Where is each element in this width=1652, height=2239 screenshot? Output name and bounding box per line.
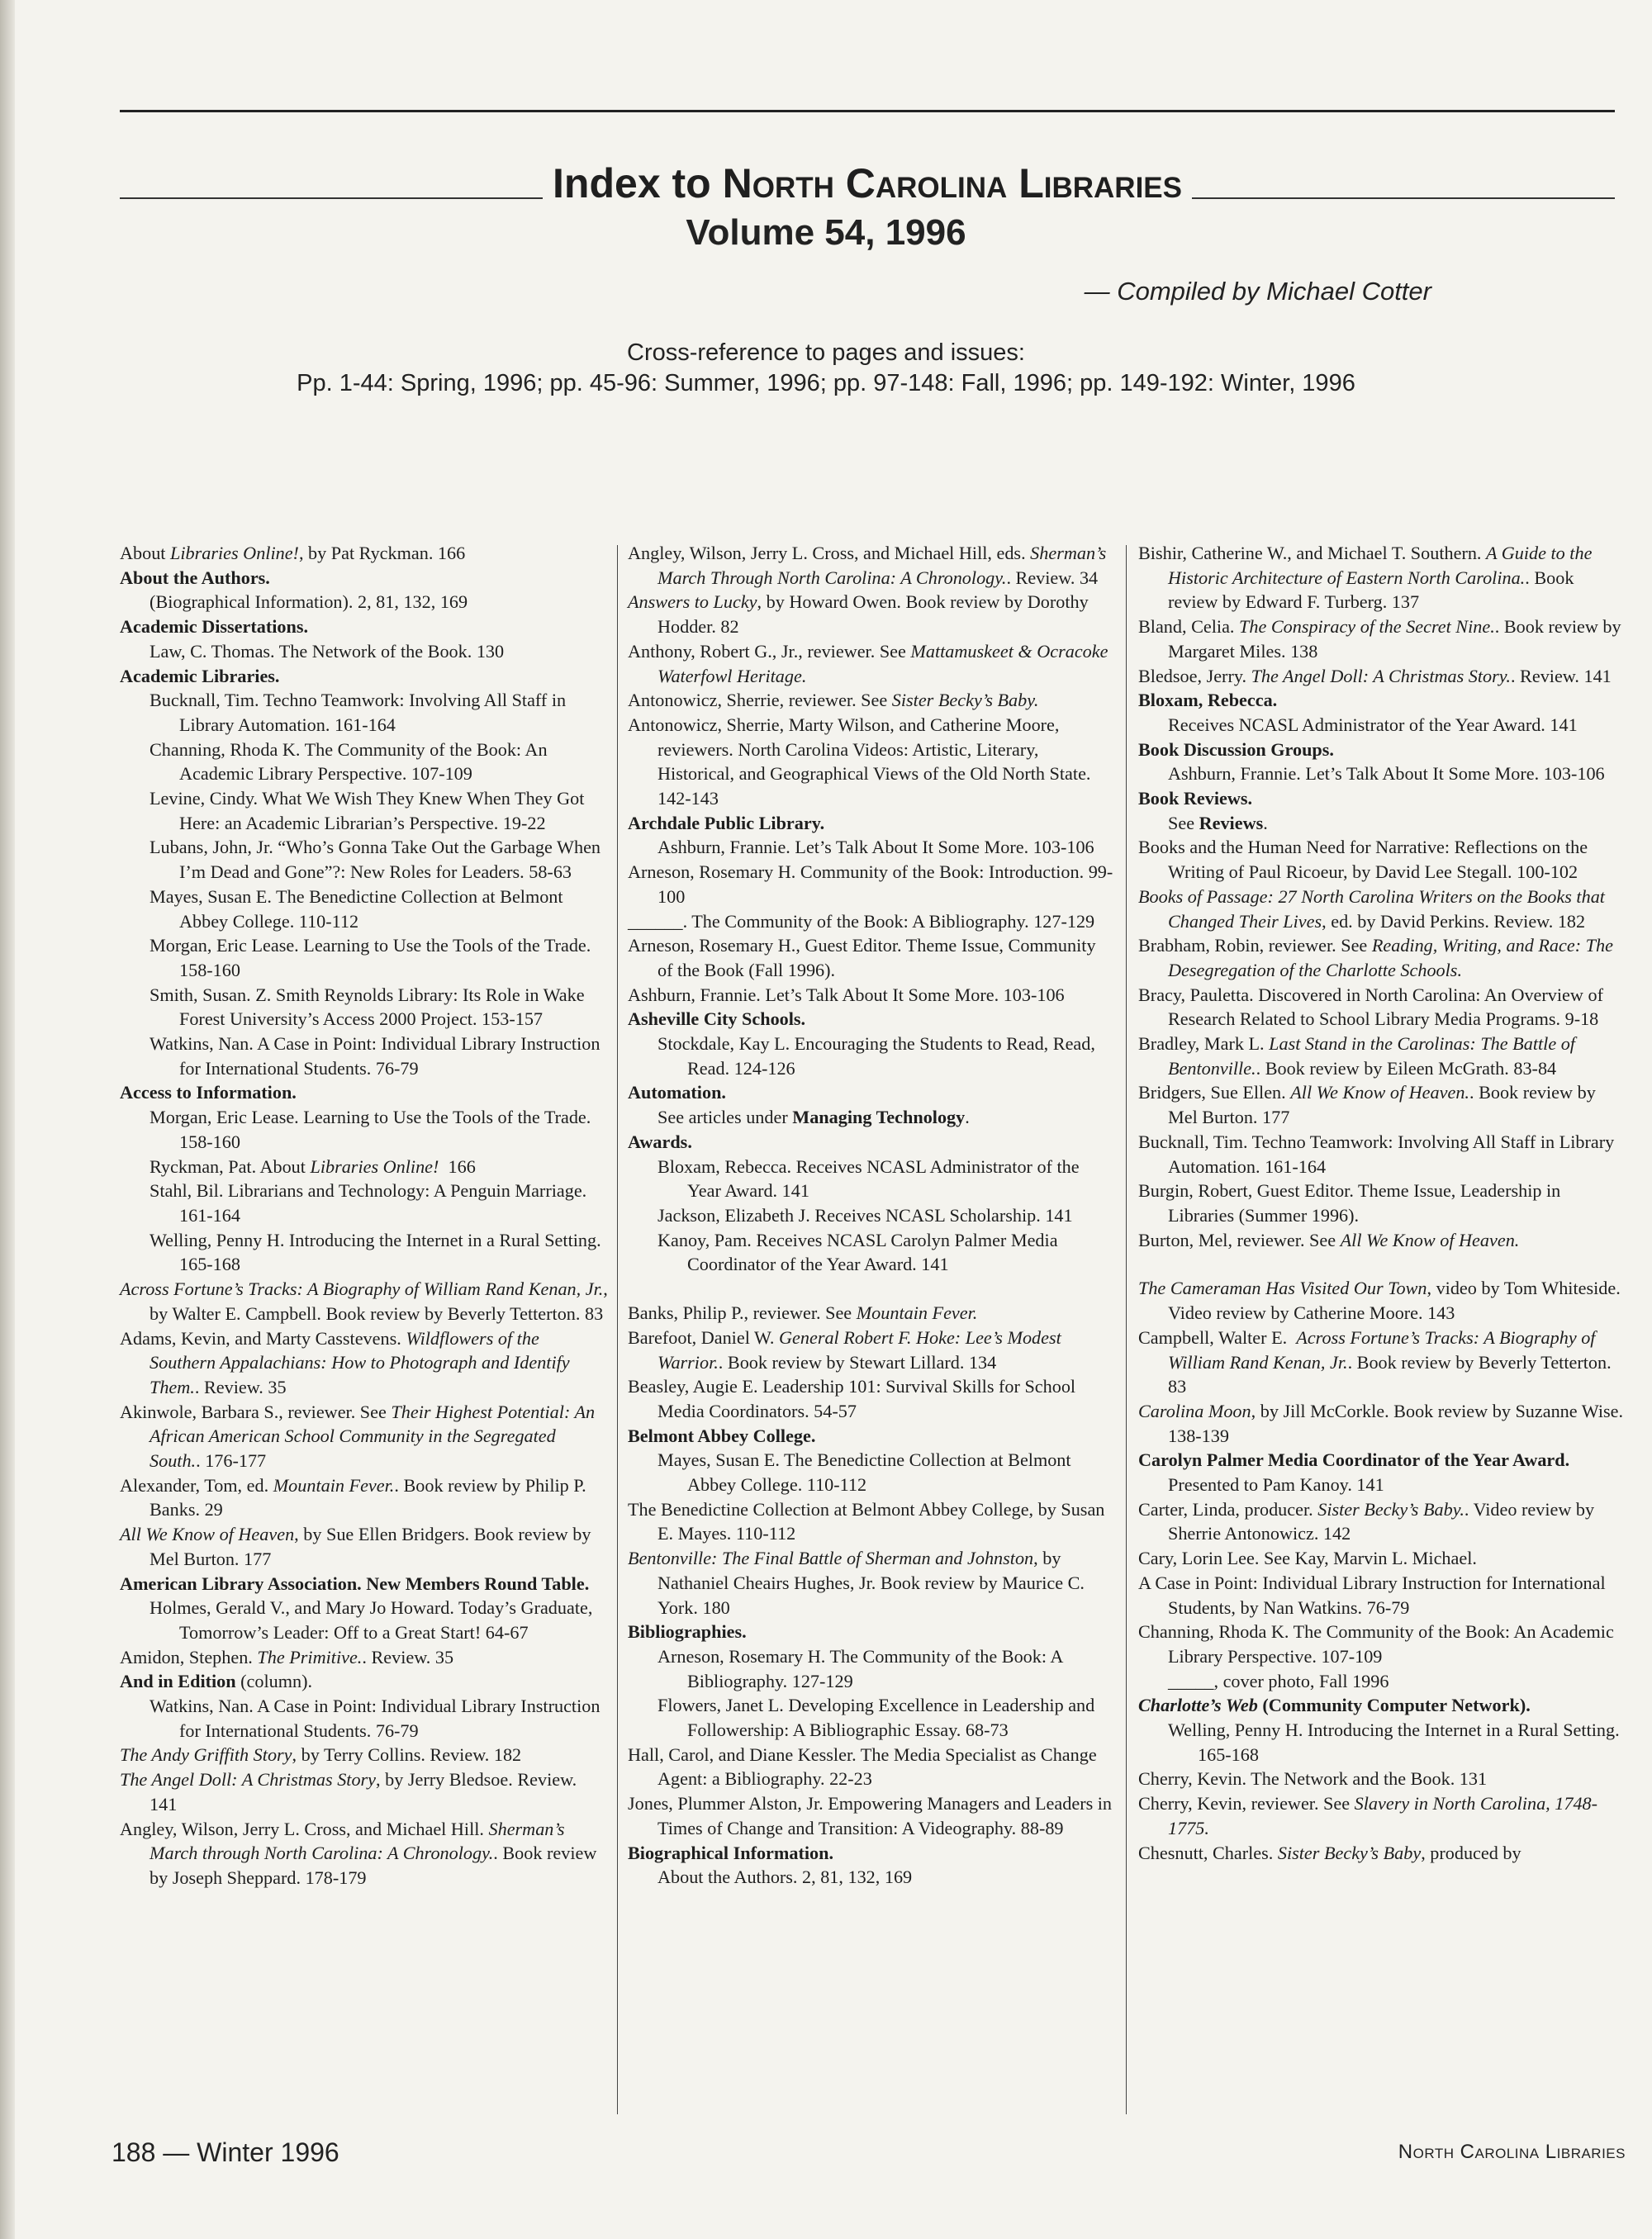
index-entry (628, 1007, 1115, 1032)
entry-text: Brabham, Robin, reviewer. See (1138, 935, 1372, 956)
index-entry (628, 713, 1115, 811)
entry-text: Sherman’s March through North Carolina: A Chronology. (150, 1818, 570, 1864)
entry-text: Sister Becky’s Baby. (891, 690, 1039, 711)
index-entry (120, 1400, 609, 1473)
entry-text: Slavery in North Carolina, 1748-1775. (1168, 1793, 1598, 1838)
index-entry (1138, 1276, 1626, 1325)
index-entry (628, 541, 1115, 590)
entry-text: Barefoot, Daniel W. (628, 1326, 780, 1348)
entry-text: Bracy, Pauletta. Discovered in North Carolina: An Overview of Research Related to School Library Media Programs. 9-18 (1138, 984, 1608, 1030)
index-entry (1138, 885, 1626, 933)
entry-text: Academic Libraries. (120, 665, 280, 686)
entry-text: All We Know of Heaven (120, 1524, 295, 1545)
entry-text: Sister Becky’s Baby. (1317, 1498, 1464, 1520)
index-entry (628, 1424, 1115, 1449)
entry-text: Sherman’s March Through North Carolina: A Chronology. (657, 543, 1111, 588)
index-entry (628, 1301, 1115, 1326)
entry-spacer (628, 1277, 1115, 1301)
entry-text: . (965, 1107, 970, 1128)
index-entry (1138, 1571, 1626, 1620)
entry-text: Bledsoe, Jerry. (1138, 665, 1251, 686)
entry-text: Burgin, Robert, Guest Editor. Theme Issue, Leadership in Libraries (Summer 1996). (1138, 1180, 1565, 1226)
entry-text: Watkins, Nan. A Case in Point: Individual Library Instruction for International Students. 76-79 (150, 1033, 605, 1079)
index-subentry (1138, 761, 1626, 786)
index-entry (1138, 1032, 1626, 1080)
index-subentry (120, 1032, 609, 1080)
entry-text: . Book review by Philip P. Banks. 29 (150, 1474, 591, 1520)
entry-text: 166 (439, 1155, 476, 1177)
entry-text: Mattamuskeet & Ocracoke Waterfowl Heritage. (657, 640, 1113, 686)
entry-text: Ashburn, Frannie. Let’s Talk About It Some More. 103-106 (1168, 763, 1605, 785)
index-entry (120, 566, 609, 591)
entry-text: . (1263, 812, 1268, 833)
entry-text: Awards. (628, 1131, 692, 1152)
index-subentry (120, 688, 609, 737)
entry-text: Last Stand in the Carolinas: The Battle of Bentonville. (1168, 1033, 1580, 1079)
index-entry (120, 1767, 609, 1816)
entry-text: Stahl, Bil. Librarians and Technology: A Penguin Marriage. 161-164 (150, 1180, 591, 1226)
index-entry (1138, 933, 1626, 982)
index-entry (628, 1743, 1115, 1791)
entry-text: . Review. 141 (1510, 665, 1612, 686)
entry-text: Managing Technology (792, 1107, 966, 1128)
entry-text: About (120, 543, 171, 563)
entry-text: Alexander, Tom, ed. (120, 1474, 273, 1496)
index-entry (1138, 1791, 1626, 1840)
entry-text: . Book review by Margaret Miles. 138 (1168, 616, 1626, 662)
index-entry (120, 541, 609, 566)
entry-text: (column). (235, 1671, 313, 1692)
index-subentry (120, 738, 609, 786)
entry-text: Bucknall, Tim. Techno Teamwork: Involving All Staff in Library Automation. 161-164 (150, 690, 571, 735)
index-subentry (120, 1179, 609, 1227)
index-subentry (628, 1203, 1115, 1228)
entry-text: Asheville City Schools. (628, 1008, 806, 1030)
entry-text: Channing, Rhoda K. The Community of the Book: An Academic Library Perspective. 107-109 (150, 738, 551, 785)
entry-text: Bishir, Catherine W., and Michael T. Southern. (1138, 543, 1487, 563)
entry-text: Chesnutt, Charles. (1138, 1842, 1278, 1863)
column-divider-1 (617, 545, 618, 2114)
index-subentry (628, 1155, 1115, 1203)
entry-text: Banks, Philip P., reviewer. See (628, 1302, 857, 1324)
index-entry (628, 909, 1115, 934)
entry-text: Academic Dissertations. (120, 616, 308, 638)
entry-text: Wildflowers of the Southern Appalachians: How to Photograph and Identify Them. (150, 1327, 575, 1397)
index-subentry (1138, 1473, 1626, 1497)
entry-text: (Community Computer Network). (1257, 1695, 1531, 1716)
index-entry (628, 1497, 1115, 1546)
entry-text: Welling, Penny H. Introducing the Internet in a Rural Setting. 165-168 (1168, 1720, 1625, 1765)
entry-text: . Book review by Beverly Tetterton. 83 (1168, 1351, 1621, 1397)
entry-text: Bentonville: The Final Battle of Sherman and Johnston (628, 1548, 1034, 1569)
entry-text: Arneson, Rosemary H., Guest Editor. Theme Issue, Community of the Book (Fall 1996). (628, 935, 1101, 980)
index-subentry (628, 1693, 1115, 1742)
entry-text: Campbell, Walter E. (1138, 1326, 1297, 1348)
entry-text: Cary, Lorin Lee. See Kay, Marvin L. Michael. (1138, 1548, 1477, 1569)
entry-text: Levine, Cindy. What We Wish They Knew When They Got Here: an Academic Librarian’s Perspective. 19-22 (150, 788, 589, 833)
entry-text: Smith, Susan. Z. Smith Reynolds Library: Its Role in Wake Forest University’s Access 2000 Project. 153-157 (150, 984, 590, 1030)
index-subentry (628, 1865, 1115, 1890)
entry-text: Mayes, Susan E. The Benedictine Collection at Belmont Abbey College. 110-112 (657, 1449, 1075, 1496)
title-row (120, 159, 1615, 208)
entry-text: , by Jerry Bledsoe. Review. 141 (150, 1769, 582, 1814)
index-subentry (120, 1596, 609, 1644)
index-entry (1138, 541, 1626, 614)
index-entry (1138, 1693, 1626, 1718)
entry-text: All We Know of Heaven. (1290, 1082, 1469, 1103)
index-entry (1138, 1326, 1626, 1399)
index-entry (1138, 688, 1626, 713)
index-subentry (120, 933, 609, 982)
index-subentry (120, 590, 609, 614)
entry-text: Welling, Penny H. Introducing the Internet in a Rural Setting. 165-168 (150, 1229, 606, 1275)
entry-text: _____, cover photo, Fall 1996 (1168, 1670, 1389, 1691)
index-entry (628, 590, 1115, 638)
entry-text: The Conspiracy of the Secret Nine. (1239, 616, 1495, 638)
entry-text: Cherry, Kevin. The Network and the Book. 131 (1138, 1768, 1488, 1790)
entry-text: Mountain Fever. (856, 1302, 978, 1324)
entry-text: , by Howard Owen. Book review by Dorothy Hodder. 82 (657, 591, 1094, 638)
index-entry (120, 1669, 609, 1694)
entry-text: Ashburn, Frannie. Let’s Talk About It Some More. 103-106 (657, 837, 1094, 858)
title-prefix: Index to (553, 160, 723, 206)
footer-page-issue: 188 — Winter 1996 (112, 2137, 339, 2167)
index-entry (1138, 738, 1626, 762)
entry-text: Kanoy, Pam. Receives NCASL Carolyn Palmer Media Coordinator of the Year Award. 141 (657, 1229, 1063, 1275)
entry-text: See articles under (657, 1107, 793, 1128)
entry-text: . Review. 35 (362, 1646, 454, 1667)
index-entry (120, 1326, 609, 1400)
index-entry (120, 1572, 609, 1596)
index-entry (628, 933, 1115, 982)
entry-text: Burton, Mel, reviewer. See (1138, 1229, 1341, 1250)
entry-text: Flowers, Janet L. Developing Excellence in Leadership and Followership: A Bibliographic Essay. 68-73 (657, 1695, 1099, 1741)
entry-text: Watkins, Nan. A Case in Point: Individual Library Instruction for International Students. 76-79 (150, 1696, 605, 1741)
entry-text: The Primitive. (257, 1646, 363, 1667)
entry-text: Angley, Wilson, Jerry L. Cross, and Michael Hill, eds. (628, 543, 1031, 563)
index-subentry (628, 1228, 1115, 1277)
index-subentry (628, 1105, 1115, 1130)
index-subentry (1138, 713, 1626, 738)
entry-text: Jackson, Elizabeth J. Receives NCASL Scholarship. 141 (657, 1204, 1073, 1226)
entry-text: Arneson, Rosemary H. The Community of the Book: A Bibliography. 127-129 (657, 1645, 1067, 1691)
entry-text: , by Jill McCorkle. Book review by Suzanne Wise. 138-139 (1168, 1400, 1628, 1446)
index-entry (1138, 983, 1626, 1032)
entry-text: ______. The Community of the Book: A Bibliography. 127-129 (628, 910, 1095, 932)
index-entry (1138, 1841, 1626, 1866)
index-entry (628, 1374, 1115, 1423)
entry-text: Book Reviews. (1138, 788, 1253, 809)
entry-text: Bridgers, Sue Ellen. (1138, 1082, 1291, 1103)
entry-text: General Robert F. Hoke: Lee’s Modest Warrior. (657, 1326, 1066, 1373)
index-subentry (1138, 811, 1626, 836)
entry-text: , video by Tom Whiteside. Video review by Catherine Moore. 143 (1168, 1278, 1625, 1324)
entry-text: Reading, Writing, and Race: The Desegregation of the Charlotte Schools. (1168, 935, 1618, 980)
top-rule (120, 110, 1615, 112)
entry-text: . Review. 35 (194, 1376, 287, 1397)
entry-text: The Benedictine Collection at Belmont Abbey College, by Susan E. Mayes. 110-112 (628, 1498, 1109, 1544)
index-entry (628, 1130, 1115, 1155)
index-subentry (120, 1155, 609, 1179)
entry-text: , by Walter E. Campbell. Book review by Beverly Tetterton. 83 (150, 1278, 613, 1324)
entry-text: Jones, Plummer Alston, Jr. Empowering Managers and Leaders in Times of Change and Transition: A Videography. 88-89 (628, 1793, 1117, 1838)
entry-text: Book Discussion Groups. (1138, 738, 1334, 760)
entry-text: Automation. (628, 1082, 726, 1103)
entry-text: The Angel Doll: A Christmas Story (120, 1769, 377, 1791)
entry-text: Across Fortune’s Tracks: A Biography of William Rand Kenan, Jr. (1168, 1326, 1601, 1373)
page-binding-shadow (0, 0, 15, 2239)
title-left-rule (120, 197, 543, 199)
entry-text: The Andy Griffith Story (120, 1744, 292, 1766)
entry-text: , produced by (1421, 1842, 1521, 1863)
index-subentry (120, 885, 609, 933)
entry-spacer (1138, 1252, 1626, 1276)
entry-text: American Library Association. New Members Round Table. (120, 1573, 590, 1594)
title-right-rule (1192, 197, 1615, 199)
index-entry (1138, 1448, 1626, 1473)
entry-text: Carolyn Palmer Media Coordinator of the Year Award. (1138, 1449, 1570, 1471)
entry-text: A Guide to the Historic Architecture of Eastern North Carolina. (1168, 543, 1597, 588)
index-entry (120, 1277, 613, 1326)
entry-text: Presented to Pam Kanoy. 141 (1168, 1474, 1384, 1496)
entry-text: Libraries Online! (310, 1155, 439, 1177)
index-entry (1138, 614, 1626, 663)
entry-text: Their Highest Potential: An African American School Community in the Segregated South. (150, 1401, 600, 1472)
index-subentry (628, 1032, 1115, 1080)
entry-text: (Biographical Information). 2, 81, 132, 169 (150, 591, 468, 613)
index-entry (120, 1817, 609, 1890)
index-subentry (120, 1105, 609, 1154)
entry-text: All We Know of Heaven. (1340, 1229, 1520, 1250)
cross-reference-issues: Pp. 1-44: Spring, 1996; pp. 45-96: Summer, 1996; pp. 97-148: Fall, 1996; pp. 149-192: Winter, 1996 (297, 370, 1355, 396)
entry-text: Ryckman, Pat. About (150, 1155, 311, 1177)
entry-text: Libraries Online! (170, 543, 299, 563)
index-entry (120, 664, 609, 689)
index-entry (628, 639, 1115, 688)
entry-text: Carolina Moon (1138, 1400, 1251, 1421)
index-entry (628, 860, 1115, 908)
entry-text: . Book review by Stewart Lillard. 134 (718, 1351, 997, 1373)
entry-text: Anthony, Robert G., Jr., reviewer. See (628, 640, 911, 662)
index-subentry (628, 1448, 1115, 1497)
entry-text: Across Fortune’s Tracks: A Biography of William Rand Kenan, Jr. (120, 1278, 604, 1300)
entry-text: Books of Passage: 27 North Carolina Writers on the Books that Changed Their Lives (1138, 885, 1610, 932)
index-entry (1138, 1179, 1626, 1227)
index-subentry (120, 639, 609, 664)
index-entry (1138, 1497, 1626, 1546)
entry-text: . 176-177 (196, 1450, 267, 1472)
index-entry (628, 1791, 1115, 1840)
index-subentry (120, 835, 609, 884)
entry-text: Cherry, Kevin, reviewer. See (1138, 1793, 1355, 1814)
index-entry (628, 1841, 1115, 1866)
entry-text: Arneson, Rosemary H. Community of the Book: Introduction. 99-100 (628, 861, 1113, 907)
index-entry (1138, 1130, 1626, 1179)
index-subentry (120, 1694, 609, 1743)
entry-text: . Video review by Sherrie Antonowicz. 142 (1168, 1498, 1599, 1544)
entry-text: Channing, Rhoda K. The Community of the Book: An Academic Library Perspective. 107-109 (1138, 1621, 1619, 1667)
entry-text: And in Edition (120, 1671, 236, 1692)
compiled-by: — Compiled by Michael Cotter (1084, 277, 1431, 306)
entry-text: . Book review by Eileen McGrath. 83-84 (1256, 1057, 1557, 1079)
entry-text: Holmes, Gerald V., and Mary Jo Howard. Today’s Graduate, Tomorrow’s Leader: Off to a Great Start! 64-67 (150, 1597, 597, 1643)
entry-text: Bucknall, Tim. Techno Teamwork: Involving All Staff in Library Automation. 161-164 (1138, 1131, 1618, 1177)
index-entry (628, 1546, 1115, 1620)
index-entry (120, 614, 609, 639)
index-entry (120, 1522, 609, 1571)
index-entry (1138, 1080, 1626, 1129)
entry-text: Mayes, Susan E. The Benedictine Collection at Belmont Abbey College. 110-112 (150, 885, 567, 932)
entry-text: Mountain Fever. (273, 1474, 395, 1496)
index-entry (1138, 1228, 1626, 1253)
index-entry (120, 1743, 609, 1767)
index-entry (1138, 1546, 1626, 1571)
index-subentry (1138, 1718, 1626, 1767)
index-subentry (120, 1228, 609, 1277)
index-column-1 (120, 541, 613, 1890)
entry-text: Beasley, Augie E. Leadership 101: Survival Skills for School Media Coordinators. 54-57 (628, 1376, 1080, 1421)
entry-text: Morgan, Eric Lease. Learning to Use the Tools of the Trade. 158-160 (150, 1107, 596, 1152)
journal-name: North Carolina Libraries (722, 160, 1182, 206)
entry-text: Bland, Celia. (1138, 616, 1240, 638)
entry-text: Bloxam, Rebecca. (1138, 690, 1278, 711)
index-entry (628, 1326, 1115, 1374)
index-entry (628, 811, 1115, 836)
entry-text: , by Terry Collins. Review. 182 (292, 1744, 522, 1766)
index-entry (628, 1080, 1115, 1105)
entry-text: Morgan, Eric Lease. Learning to Use the Tools of the Trade. 158-160 (150, 935, 596, 980)
entry-text: , by Sue Ellen Bridgers. Book review by Mel Burton. 177 (150, 1524, 596, 1569)
entry-text: Belmont Abbey College. (628, 1425, 816, 1446)
index-entry (1138, 835, 1626, 884)
index-entry (628, 983, 1115, 1008)
entry-text: Adams, Kevin, and Marty Casstevens. (120, 1327, 406, 1349)
entry-text: Amidon, Stephen. (120, 1646, 258, 1667)
volume-subtitle: Volume 54, 1996 (686, 212, 966, 253)
entry-text: Antonowicz, Sherrie, reviewer. See (628, 690, 892, 711)
entry-text: . Book review by Joseph Sheppard. 178-179 (150, 1843, 601, 1888)
index-entry (1138, 786, 1626, 811)
entry-text: Books and the Human Need for Narrative: Reflections on the Writing of Paul Ricoeur, by David Lee Stegall. 100-102 (1138, 837, 1593, 883)
entry-text: Akinwole, Barbara S., reviewer. See (120, 1401, 392, 1422)
entry-text: About the Authors. 2, 81, 132, 169 (657, 1867, 913, 1888)
index-subentry (628, 1644, 1115, 1693)
entry-text: Hall, Carol, and Diane Kessler. The Media Specialist as Change Agent: a Bibliography. 22-23 (628, 1743, 1101, 1790)
entry-text: Bloxam, Rebecca. Receives NCASL Administrator of the Year Award. 141 (657, 1155, 1084, 1202)
entry-text: Lubans, John, Jr. “Who’s Gonna Take Out the Garbage When I’m Dead and Gone”?: New Roles for Leaders. 58-63 (150, 837, 605, 883)
page-title (543, 159, 1192, 207)
entry-text: The Cameraman Has Visited Our Town (1138, 1278, 1427, 1299)
index-entry (120, 1080, 609, 1105)
index-entry (628, 1620, 1115, 1644)
footer-journal-name: North Carolina Libraries (1398, 2141, 1626, 2163)
entry-text: Ashburn, Frannie. Let’s Talk About It Some More. 103-106 (628, 984, 1065, 1005)
index-entry (120, 1645, 609, 1670)
entry-text: See (1168, 812, 1199, 833)
cross-reference-heading: Cross-reference to pages and issues: (627, 339, 1025, 366)
entry-text: A Case in Point: Individual Library Instruction for International Students, by Nan Watkins. 76-79 (1138, 1572, 1611, 1618)
index-column-2 (628, 541, 1115, 1890)
entry-text: , ed. by David Perkins. Review. 182 (1322, 910, 1586, 932)
entry-text: About the Authors. (120, 567, 270, 588)
entry-text: Bibliographies. (628, 1621, 747, 1643)
index-subentry (628, 835, 1115, 860)
entry-text: Charlotte’s Web (1138, 1695, 1258, 1716)
entry-text: , by Pat Ryckman. 166 (298, 543, 466, 563)
column-divider-2 (1126, 545, 1127, 2114)
entry-text: Stockdale, Kay L. Encouraging the Students to Read, Read, Read. 124-126 (657, 1033, 1100, 1079)
entry-text: , by Nathaniel Cheairs Hughes, Jr. Book review by Maurice C. York. 180 (657, 1548, 1089, 1618)
index-entry (120, 1473, 609, 1522)
entry-text: Carter, Linda, producer. (1138, 1498, 1318, 1520)
entry-text: Archdale Public Library. (628, 812, 825, 833)
index-subentry (120, 983, 609, 1032)
entry-text: Reviews (1199, 812, 1264, 833)
entry-text: Bradley, Mark L. (1138, 1033, 1270, 1055)
index-column-3 (1138, 541, 1626, 1865)
index-subentry (1138, 1669, 1626, 1694)
entry-text: Biographical Information. (628, 1842, 834, 1863)
index-entry (1138, 664, 1626, 689)
entry-text: Angley, Wilson, Jerry L. Cross, and Michael Hill. (120, 1818, 489, 1839)
index-entry (1138, 1399, 1626, 1448)
index-entry (628, 688, 1115, 713)
entry-text: . Book review by Mel Burton. 177 (1168, 1082, 1601, 1128)
entry-text: Sister Becky’s Baby (1277, 1842, 1422, 1863)
entry-text: Antonowicz, Sherrie, Marty Wilson, and Catherine Moore, reviewers. North Carolina Videos: Artistic, Literary, Historical, and Geographical Views of the Old North State. 142-143 (628, 714, 1096, 809)
index-entry (1138, 1620, 1626, 1668)
index-entry (1138, 1767, 1626, 1791)
entry-text: Receives NCASL Administrator of the Year Award. 141 (1168, 714, 1578, 735)
entry-text: Law, C. Thomas. The Network of the Book. 130 (150, 640, 505, 662)
entry-text: The Angel Doll: A Christmas Story. (1251, 665, 1511, 686)
entry-text: . Review. 34 (1006, 567, 1099, 588)
entry-text: Access to Information. (120, 1082, 297, 1103)
entry-text: Answers to Lucky (628, 591, 757, 613)
entry-text: . Book review by Edward F. Turberg. 137 (1168, 567, 1578, 613)
index-subentry (120, 786, 609, 835)
